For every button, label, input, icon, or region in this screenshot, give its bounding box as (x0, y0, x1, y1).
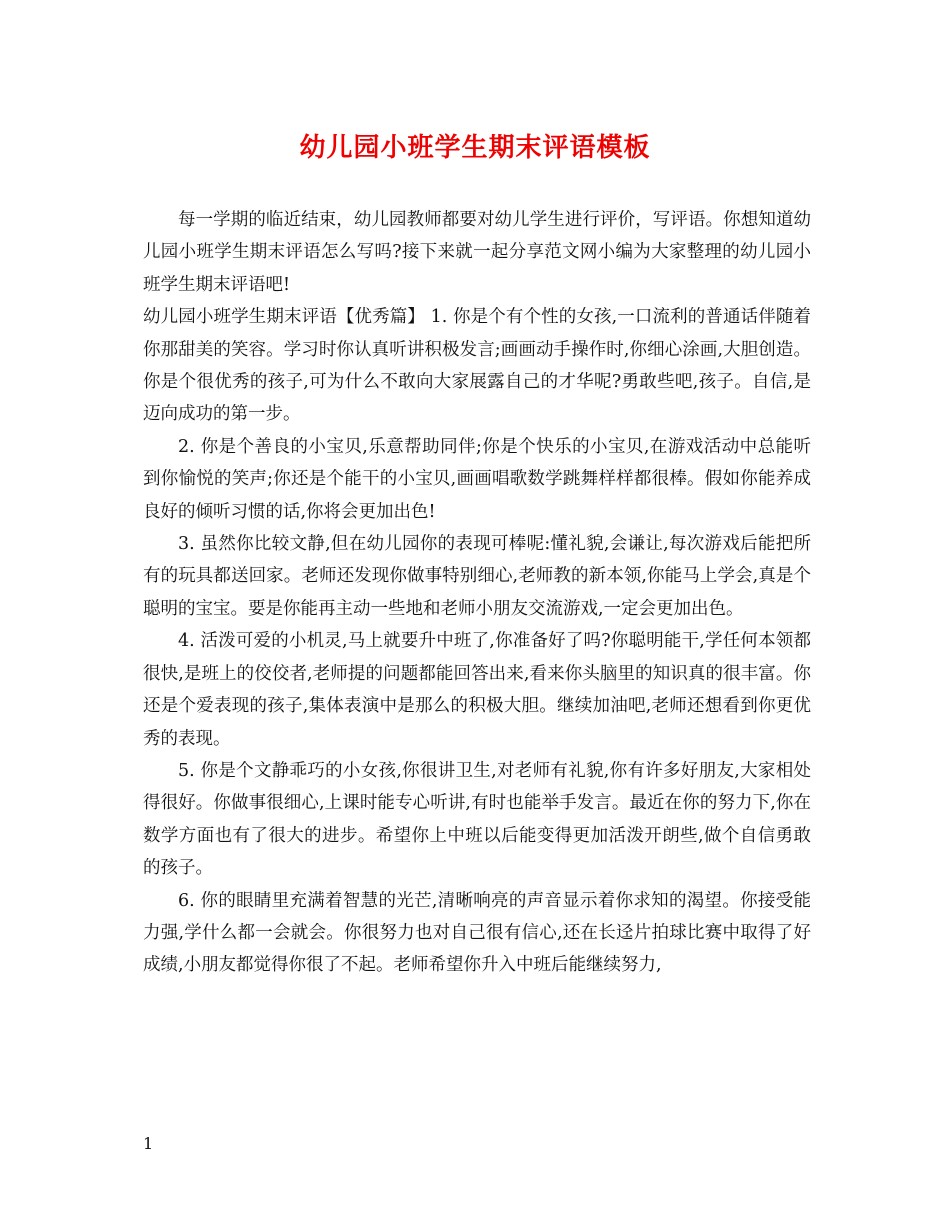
comment-item-2: 2. 你是个善良的小宝贝,乐意帮助同伴;你是个快乐的小宝贝,在游戏活动中总能听到你愉悦的笑声;你还是个能干的小宝贝,画画唱歌数学跳舞样样都很棒。假如你能养成良好的倾听习惯的话,你将会更加出色! (143, 436, 811, 522)
comment-item-5: 5. 你是个文静乖巧的小女孩,你很讲卫生,对老师有礼貌,你有许多好朋友,大家相处得很好。你做事很细心,上课时能专心听讲,有时也能举手发言。最近在你的努力下,你在数学方面也有了很大的进步。希望你上中班以后能变得更加活泼开朗些,做个自信勇敢的孩子。 (143, 760, 811, 879)
section-paragraph-1 (143, 301, 811, 431)
comment-item-6: 6. 你的眼睛里充满着智慧的光芒,清晰响亮的声音显示着你求知的渴望。你接受能力强,学什么都一会就会。你很努力也对自己很有信心,还在长迳片拍球比赛中取得了好成绩,小朋友都觉得你很了不起。老师希望你升入中班后能继续努力, (143, 890, 811, 976)
intro-paragraph: 每一学期的临近结束，幼儿园教师都要对幼儿学生进行评价，写评语。你想知道幼儿园小班学生期末评语怎么写吗?接下来就一起分享范文网小编为大家整理的幼儿园小班学生期末评语吧! (143, 210, 811, 295)
page-number: 1 (143, 1134, 154, 1153)
comment-item-3: 3. 虽然你比较文静,但在幼儿园你的表现可棒呢:懂礼貌,会谦让,每次游戏后能把所有的玩具都送回家。老师还发现你做事特别细心,老师教的新本领,你能马上学会,真是个聪明的宝宝。要是你能再主动一些地和老师小朋友交流游戏,一定会更加出色。 (143, 534, 811, 619)
document-body (143, 204, 811, 982)
comment-item-1: 1. 你是个有个性的女孩,一口流利的普通话伴随着你那甜美的笑容。学习时你认真听讲积极发言;画画动手操作时,你细心涂画,大胆创造。你是个很优秀的孩子,可为什么不敢向大家展露自己的才华呢?勇敢些吧,孩子。自信,是迈向成功的第一步。 (143, 307, 811, 425)
comment-item-4: 4. 活泼可爱的小机灵,马上就要升中班了,你准备好了吗?你聪明能干,学任何本领都很快,是班上的佼佼者,老师提的问题都能回答出来,看来你头脑里的知识真的很丰富。你还是个爱表现的孩子,集体表演中是那么的积极大胆。继续加油吧,老师还想看到你更优秀的表现。 (143, 631, 811, 749)
section-heading: 幼儿园小班学生期末评语【优秀篇】 (143, 307, 425, 328)
document-title: 幼儿园小班学生期末评语模板 (299, 133, 651, 163)
